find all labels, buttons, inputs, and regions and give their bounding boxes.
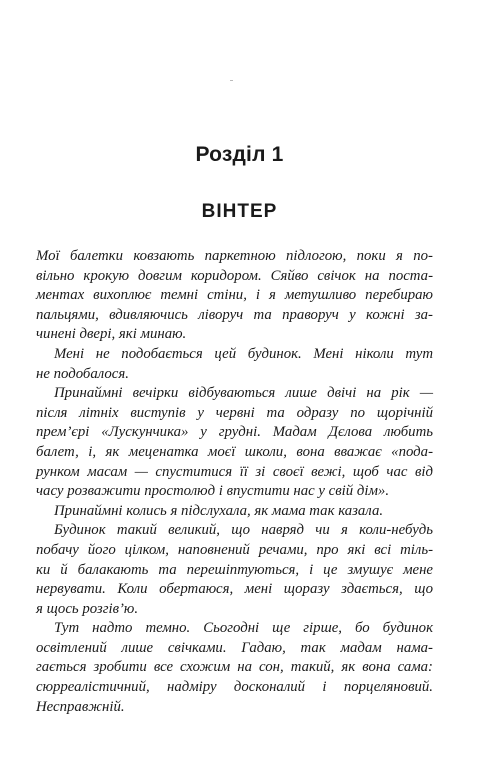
text-line: часу розважити простолюд і впустити нас у свій дім».	[36, 483, 390, 500]
text-line: Принаймні колись я підслухала, як мама так казала.	[54, 502, 384, 519]
text-line: вільно крокую довгим коридором. Сяйво свічок на поста-	[36, 267, 433, 284]
text-line: Несправжній.	[36, 698, 125, 715]
text-line: сюрреалістичний, надміру досконалий і порцеляновий.	[36, 679, 433, 696]
text-line: балет, і, як меценатка моєї школи, вона вважає «пода-	[36, 443, 433, 460]
text-line: Тут надто темно. Сьогодні ще гірше, бо будинок	[54, 620, 433, 637]
page-mark	[230, 80, 233, 81]
text-line: Будинок такий великий, що навряд чи я коли-небудь	[54, 522, 433, 539]
text-line: чинені двері, які минаю.	[36, 326, 187, 343]
text-line: гається зробити все схожим на сон, такий, як вона сама:	[36, 659, 433, 676]
text-line: Принаймні вечірки відбуваються лише двічі на рік —	[54, 385, 433, 402]
paragraph	[36, 619, 433, 717]
text-line: пальцями, вдивляючись ліворуч та праворуч у кожні за-	[36, 306, 433, 323]
chapter-number: Розділ 1	[195, 143, 284, 166]
text-line: Мої балетки ковзають паркетною підлогою, поки я по-	[36, 248, 433, 264]
paragraph	[36, 247, 433, 345]
paragraph	[36, 521, 433, 619]
text-line: побачу його цілком, наповнений речами, про які всі тіль-	[36, 541, 433, 558]
text-line: не подобалося.	[36, 365, 129, 382]
text-line: я щось розгів’ю.	[36, 600, 139, 617]
paragraph	[36, 345, 433, 384]
chapter-text	[36, 247, 433, 717]
text-line: ки й балакають та перешіптуються, і це змушує мене	[36, 561, 433, 578]
paragraph	[36, 502, 433, 522]
text-line: освітлений лише свічками. Гадаю, так мадам нама-	[36, 639, 433, 656]
text-line: ментах вихоплює темні стіни, і я метушливо перебираю	[36, 287, 433, 304]
chapter-name: ВІНТЕР	[201, 201, 278, 222]
text-line: Мені не подобається цей будинок. Мені ніколи тут	[54, 345, 433, 362]
text-line: рунком масам — спуститися її зі своєї вежі, щоб час від	[36, 463, 433, 480]
text-line: після літніх виступів у червні та одразу по щорічній	[36, 404, 433, 421]
text-line: прем’єрі «Лускунчика» у грудні. Мадам Дєлова любить	[36, 424, 433, 441]
text-line: нервувати. Коли обертаюся, мені щоразу здається, що	[36, 581, 433, 598]
paragraph	[36, 384, 433, 502]
